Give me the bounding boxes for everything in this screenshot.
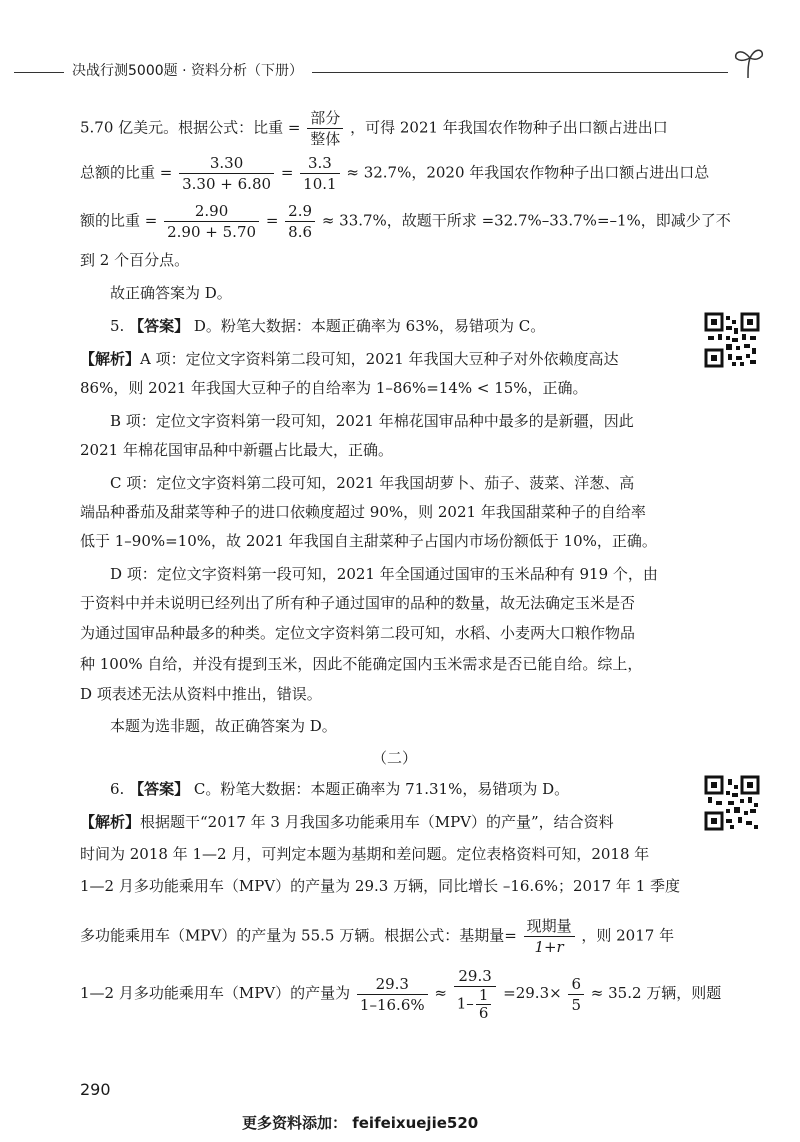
answer-tag: 【答案】 [129,317,190,335]
header-rule-right [312,72,728,73]
fraction [568,974,584,1015]
approx-sign: ≈ [434,984,447,1002]
header-title: 决战行测5000题 · 资料分析（下册） [72,63,303,79]
qr-code-icon[interactable] [704,312,760,368]
answer-line-q5 [110,316,545,336]
text-segment: C。粉笔大数据：本题正确率为 71.31%，易错项为 D。 [193,780,570,798]
fraction-denominator: 5 [571,995,582,1014]
text-line [80,812,614,832]
text-segment: ，可得 2021 年我国农作物种子出口额占进出口 [350,118,668,137]
fraction [164,201,259,242]
text-line: 1—2 月多功能乘用车（MPV）的产量为 29.3 万辆，同比增长 –16.6%；2017 年 1 季度 [80,877,681,895]
text-line: D 项：定位文字资料第一段可知，2021 年全国通过国审的玉米品种有 919 个，由 [110,565,658,583]
question-number: 6. [110,780,125,798]
fraction-numerator: 现期量 [524,916,575,937]
text-line [80,349,619,369]
text-segment: 多功能乘用车（MPV）的产量为 55.5 万辆。根据公式：基期量= [80,926,517,945]
text-segment: ≈ 35.2 万辆，则题 [590,984,722,1002]
text-segment: 5.70 亿美元。根据公式：比重 = [80,118,301,137]
text-line: B 项：定位文字资料第一段可知，2021 年棉花国审品种中最多的是新疆，因此 [110,412,634,430]
equals-sign: = [265,211,279,230]
fraction-numerator: 6 [568,974,584,995]
fraction-base-period-formula [524,916,575,957]
text-line: 本题为选非题，故正确答案为 D。 [110,717,337,735]
fraction-denominator [454,987,497,1022]
text-line: 到 2 个百分点。 [80,251,190,269]
fraction-inner [476,987,492,1022]
text-segment: =29.3× [503,984,562,1002]
text-segment: ≈ 33.7%，故题干所求 =32.7%–33.7%=–1%，即减少了不 [321,211,731,230]
text-line: 2021 年棉花国审品种中新疆占比最大，正确。 [80,441,393,459]
fraction-denominator: 整体 [310,130,341,148]
fraction [300,153,339,194]
fraction-denominator: 1–16.6% [359,995,425,1014]
text-segment: ≈ 32.7%，2020 年我国农作物种子出口额占进出口总 [346,163,710,182]
equals-sign: = [280,163,294,182]
fraction-numerator: 29.3 [357,974,428,995]
fraction [285,201,315,242]
text-line: D 项表述无法从资料中推出，错误。 [80,685,322,703]
text-line: 种 100% 自给，并没有提到玉米，因此不能确定国内玉米需求是否已能自给。综上， [80,655,643,673]
text-segment: 1—2 月多功能乘用车（MPV）的产量为 [80,984,351,1002]
footer-note: 更多资料添加： feifeixuejie520 [242,1114,479,1132]
text-segment: 1– [456,994,474,1013]
text-line: 于资料中并未说明已经列出了所有种子通过国审的品种的数量，故无法确定玉米是否 [80,594,636,612]
fraction-numerator: 部分 [307,108,343,129]
text-line: 86%，则 2021 年我国大豆种子的自给率为 1–86%=14% < 15%，正确。 [80,379,588,397]
text-line [80,201,731,242]
text-segment: ，则 2017 年 [581,926,675,945]
text-line: 低于 1–90%=10%，故 2021 年我国自主甜菜种子占国内市场份额低于 10%，正确。 [80,532,657,550]
fraction-denominator: 2.90 + 5.70 [167,223,257,241]
analysis-tag: 【解析】 [80,813,141,831]
qr-code-graphic [704,775,760,831]
text-line: 时间为 2018 年 1—2 月，可判定本题为基期和差问题。定位表格资料可知，2018 年 [80,845,650,863]
text-line: C 项：定位文字资料第二段可知，2021 年我国胡萝卜、茄子、菠菜、洋葱、高 [110,474,635,492]
fraction-numerator: 1 [476,987,492,1005]
answer-tag: 【答案】 [129,780,190,798]
text-segment: 根据题干“2017 年 3 月我国多功能乘用车（MPV）的产量”，结合资料 [140,813,614,831]
section-heading: （二） [372,749,418,767]
fraction-denominator: 1+r [534,938,564,956]
page-number: 290 [80,1080,111,1099]
fraction-denominator: 10.1 [303,175,337,193]
fraction-numerator: 3.30 [179,153,274,174]
text-segment: A 项：定位文字资料第二段可知，2021 年我国大豆种子对外依赖度高达 [140,350,619,368]
running-header [0,58,800,88]
text-segment: 总额的比重 = [80,163,173,182]
question-number: 5. [110,317,125,335]
fraction [357,974,428,1015]
fraction-numerator: 2.9 [285,201,315,222]
text-segment: D。粉笔大数据：本题正确率为 63%，易错项为 C。 [193,317,546,335]
text-line [80,108,668,149]
fraction-part-whole [307,108,343,149]
fraction [179,153,274,194]
text-line: 故正确答案为 D。 [110,284,232,302]
fraction-numerator: 3.3 [300,153,339,174]
fraction-numerator: 2.90 [164,201,259,222]
text-segment: 额的比重 = [80,211,158,230]
fraction-denominator: 8.6 [288,223,313,241]
fraction-numerator: 29.3 [454,966,497,987]
fraction-denominator: 6 [478,1004,489,1022]
text-line [80,916,674,957]
header-rule-left [14,72,64,73]
fraction-denominator: 3.30 + 6.80 [182,175,272,193]
sprout-icon [728,42,768,82]
fraction-nested [454,966,497,1022]
text-line [80,153,709,194]
text-line: 端品种番茄及甜菜等种子的进口依赖度超过 90%，则 2021 年我国甜菜种子的自给率 [80,503,646,521]
qr-code-graphic [704,312,760,368]
qr-code-icon[interactable] [704,775,760,831]
text-line: 为通过国审品种最多的种类。定位文字资料第二段可知，水稻、小麦两大口粮作物品 [80,624,636,642]
text-line [80,966,721,1022]
answer-line-q6 [110,779,569,799]
analysis-tag: 【解析】 [80,350,141,368]
